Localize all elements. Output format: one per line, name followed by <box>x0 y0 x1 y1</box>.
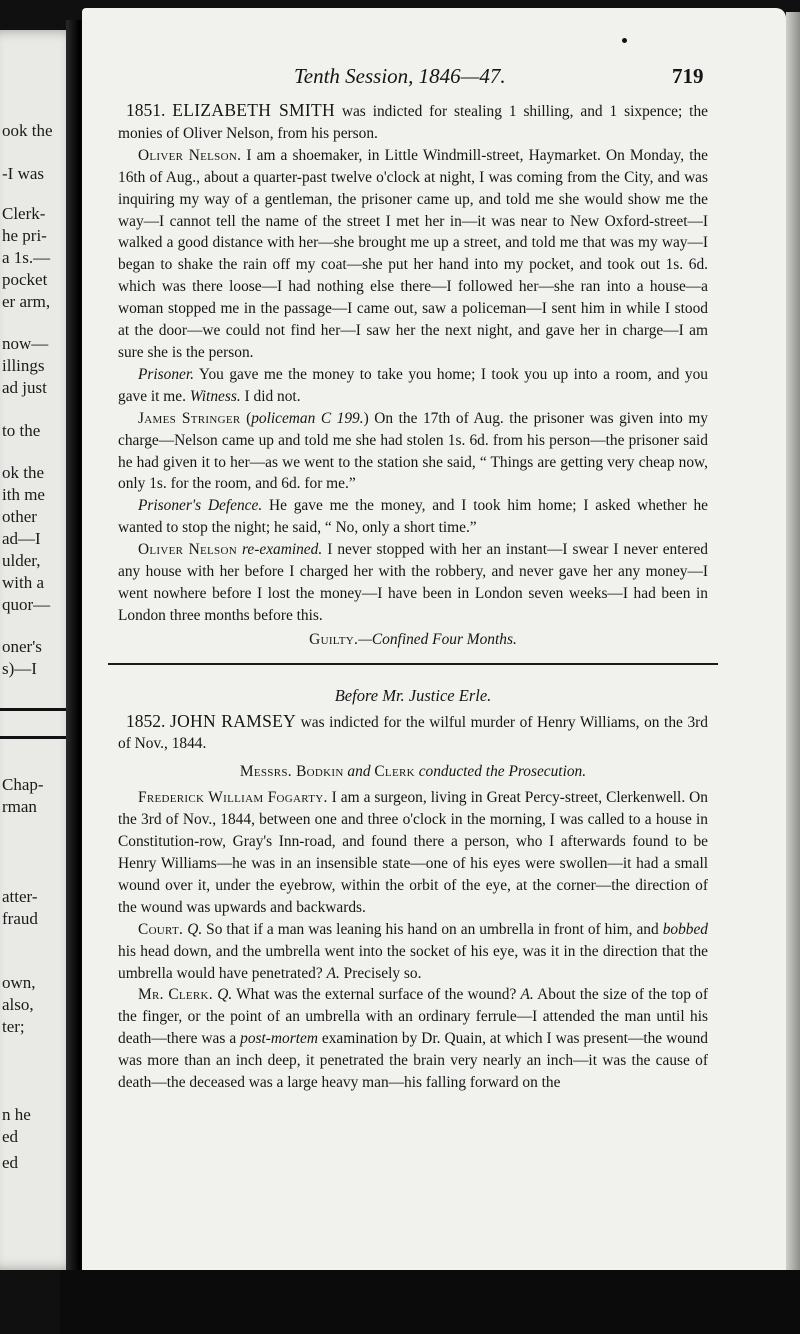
counsel-rest: conducted the Prosecution. <box>414 763 587 781</box>
facing-page-line: a 1s.— <box>2 248 51 267</box>
counsel-clerk: Clerk <box>374 763 415 781</box>
testimony-text: I am a surgeon, living in Great Percy-street, Clerkenwell. On the 3rd of Nov., 1844, between one and three o'clock in the morning, I was called to a house in Constitution-row, Gray's Inn-road, and found there a person, who I afterwards found to be Henry Williams—he was in an insensible state—one of his eyes were swollen—it had a small wound over it, under the eyebrow, within the orbit of the eye, at the corner—the direction of the wound was upwards and backwards. <box>118 789 708 916</box>
a-label: A. <box>326 964 340 982</box>
facing-page-line: illings <box>2 356 45 375</box>
speaker-label: Prisoner. <box>138 365 195 383</box>
book-page <box>82 8 786 1270</box>
section-divider <box>108 663 718 665</box>
facing-page-line: with a <box>2 573 45 592</box>
witness-name: James Stringer <box>138 409 241 427</box>
judge-heading: Before Mr. Justice Erle. <box>334 685 492 705</box>
facing-page-line: ad just <box>2 378 47 397</box>
testimony-nelson <box>118 145 708 364</box>
emphasis-word: post-mortem <box>240 1030 318 1048</box>
question-text-2: his head down, and the umbrella went into the socket of his eye, was it in the direction that the umbrella would have penetrated? <box>118 942 708 982</box>
exchange-text: You gave me the money to take you home; I took you up into a room, and you gave it me. <box>118 365 708 405</box>
case-1851-heading <box>118 100 708 145</box>
counsel-names: Messrs. Bodkin <box>239 763 344 781</box>
speaker-label: Mr. Clerk. <box>138 986 213 1004</box>
facing-page-line: atter- <box>2 887 38 906</box>
facing-page-line: n he <box>2 1105 31 1124</box>
facing-page-line: Clerk- <box>2 204 46 223</box>
exchange-reply: I did not. <box>240 387 301 405</box>
facing-page-line: he pri- <box>2 226 47 245</box>
case-number: 1851. <box>126 100 166 120</box>
testimony-stringer: James Stringer (policeman C 199.) On the 17th of Aug. the prisoner was given into my charge—Nelson came up and told me she had stolen 1s. 6d. from his person—the prisoner said he had given it to her—as we went to the station she said, “ Things are getting very cheap now, only 1s. for the room, and 6d. for me.” <box>118 409 708 493</box>
facing-page-line: ed <box>2 1153 19 1172</box>
speaker-label-witness: Witness. <box>189 387 241 405</box>
witness-name: Oliver Nelson. <box>138 146 242 164</box>
indictment-text: was indicted for stealing 1 shilling, and 1 sixpence; the monies of Oliver Nelson, from his person. <box>118 103 708 142</box>
facing-page-line: oner's <box>2 637 42 656</box>
facing-page-line: s)—I <box>2 659 37 678</box>
court-question <box>118 919 708 985</box>
facing-page-line: rman <box>2 797 37 816</box>
clerk-question <box>118 984 708 1094</box>
facing-page-line: to the <box>2 421 41 440</box>
question-text: What was the external surface of the wound? <box>232 986 521 1004</box>
a-label: A. <box>520 986 534 1004</box>
facing-page-line: fraud <box>2 909 38 928</box>
q-label: Q. <box>183 920 203 938</box>
facing-page-line: ulder, <box>2 551 41 570</box>
emphasis-word: bobbed <box>662 920 708 938</box>
facing-page-rule <box>0 708 66 711</box>
page-number: 719 <box>672 64 704 88</box>
defence-text: He gave me the money, and I took him home; I asked whether he wanted to stop the night; he said, “ No, only a short time.” <box>118 497 708 537</box>
testimony-reexamined <box>118 539 708 627</box>
defendant-name: JOHN RAMSEY <box>169 710 297 731</box>
counsel-and: and <box>343 763 375 781</box>
verdict <box>118 629 708 651</box>
page-edge <box>786 12 800 1274</box>
witness-role: policeman C 199. <box>251 409 364 427</box>
testimony-text: I am a shoemaker, in Little Windmill-street, Haymarket. On Monday, the 16th of Aug., about a quarter-past twelve o'clock at night, I was coming from the City, and was inquiring my way of a gentleman, the prisoner came up, and told me she would show me the way—I cannot tell the name of the street I met her in—it was near to New Oxford-street—I walked a good distance with her—she brought me up a street, and told me that was my way—I began to shake the rain off my coat—she put her hand into my pocket, and took out 1s. 6d. which was there loose—I had nothing else there—I followed her—she ran into a house—a woman stopped me in the passage—I came out, saw a policeman—I sent him in while I stood at the door—we could not find her—I saw her the next night, and gave her in charge—I am sure she is the person. <box>118 146 708 361</box>
speaker-label: Prisoner's Defence. <box>138 497 263 515</box>
facing-page-line: other <box>2 507 37 526</box>
testimony-text: On the 17th of Aug. the prisoner was given into my charge—Nelson came up and told me she had stolen 1s. 6d. from his person—the prisoner said he had given it to her—as we went to the station she said, “ Things are getting very cheap now, only 1s. for the room, and 6d. for me.” <box>118 409 708 493</box>
counsel-line <box>118 761 708 783</box>
print-speck <box>622 38 627 43</box>
prisoner-defence <box>118 495 708 539</box>
scan-shadow <box>60 1270 800 1334</box>
answer-text-2: examination by Dr. Quain, at which I was present—the wound was more than an inch deep, it penetrated the brain very nearly an inch—it was the cause of death—the deceased was a large heavy man—his falling forward on the <box>118 1030 708 1092</box>
sentence: —Confined Four Months. <box>358 630 517 648</box>
facing-page-rule-2 <box>0 736 66 739</box>
witness-name: Oliver Nelson <box>138 541 237 559</box>
page-body <box>118 100 708 1094</box>
answer-text: Precisely so. <box>339 964 422 982</box>
facing-page-line: now— <box>2 334 49 353</box>
question-text: So that if a man was leaning his hand on an umbrella in front of him, and <box>202 920 663 938</box>
facing-page-line: ter; <box>2 1017 25 1036</box>
indictment-text: was indicted for the wilful murder of Henry Williams, on the 3rd of Nov., 1844. <box>118 713 708 753</box>
running-head: Tenth Session, 1846—47. <box>294 64 506 88</box>
facing-page-line: ith me <box>2 485 45 504</box>
case-number: 1852. <box>126 710 166 731</box>
facing-page-line: er arm, <box>2 292 51 311</box>
reexam-label: re-examined. <box>241 541 323 559</box>
speaker-label: Court. <box>138 920 184 938</box>
answer-text: About the size of the top of the finger, or the point of an umbrella with an ordinary ferrule—I attended the man until his death—there was a <box>118 986 708 1048</box>
facing-page-line: own, <box>2 973 36 992</box>
page-header <box>82 64 786 94</box>
case-1852-heading <box>118 711 708 756</box>
facing-page-line: ed <box>2 1127 19 1146</box>
facing-page-line: ook the <box>2 121 53 140</box>
testimony-fogarty <box>118 787 708 918</box>
facing-page-line: ad—I <box>2 529 41 548</box>
prisoner-exchange <box>118 364 708 408</box>
facing-page-line: -I was <box>2 164 45 183</box>
facing-page-line: also, <box>2 995 34 1014</box>
facing-page-line: pocket <box>2 270 48 289</box>
witness-name: Frederick William Fogarty. <box>138 789 328 807</box>
verdict-label: Guilty. <box>309 630 359 648</box>
facing-page-line: ok the <box>2 463 45 482</box>
facing-page-line: Chap- <box>2 775 44 794</box>
facing-page-line: quor— <box>2 595 51 614</box>
testimony-text: I never stopped with her an instant—I swear I never entered any house with her before I charged her with the robbery, and never gave her any money—I went nowhere before I lost the money—I have been in London seven weeks—I had been in London three months before this. <box>118 541 708 624</box>
defendant-name: ELIZABETH SMITH <box>172 100 335 120</box>
q-label: Q. <box>212 986 233 1004</box>
